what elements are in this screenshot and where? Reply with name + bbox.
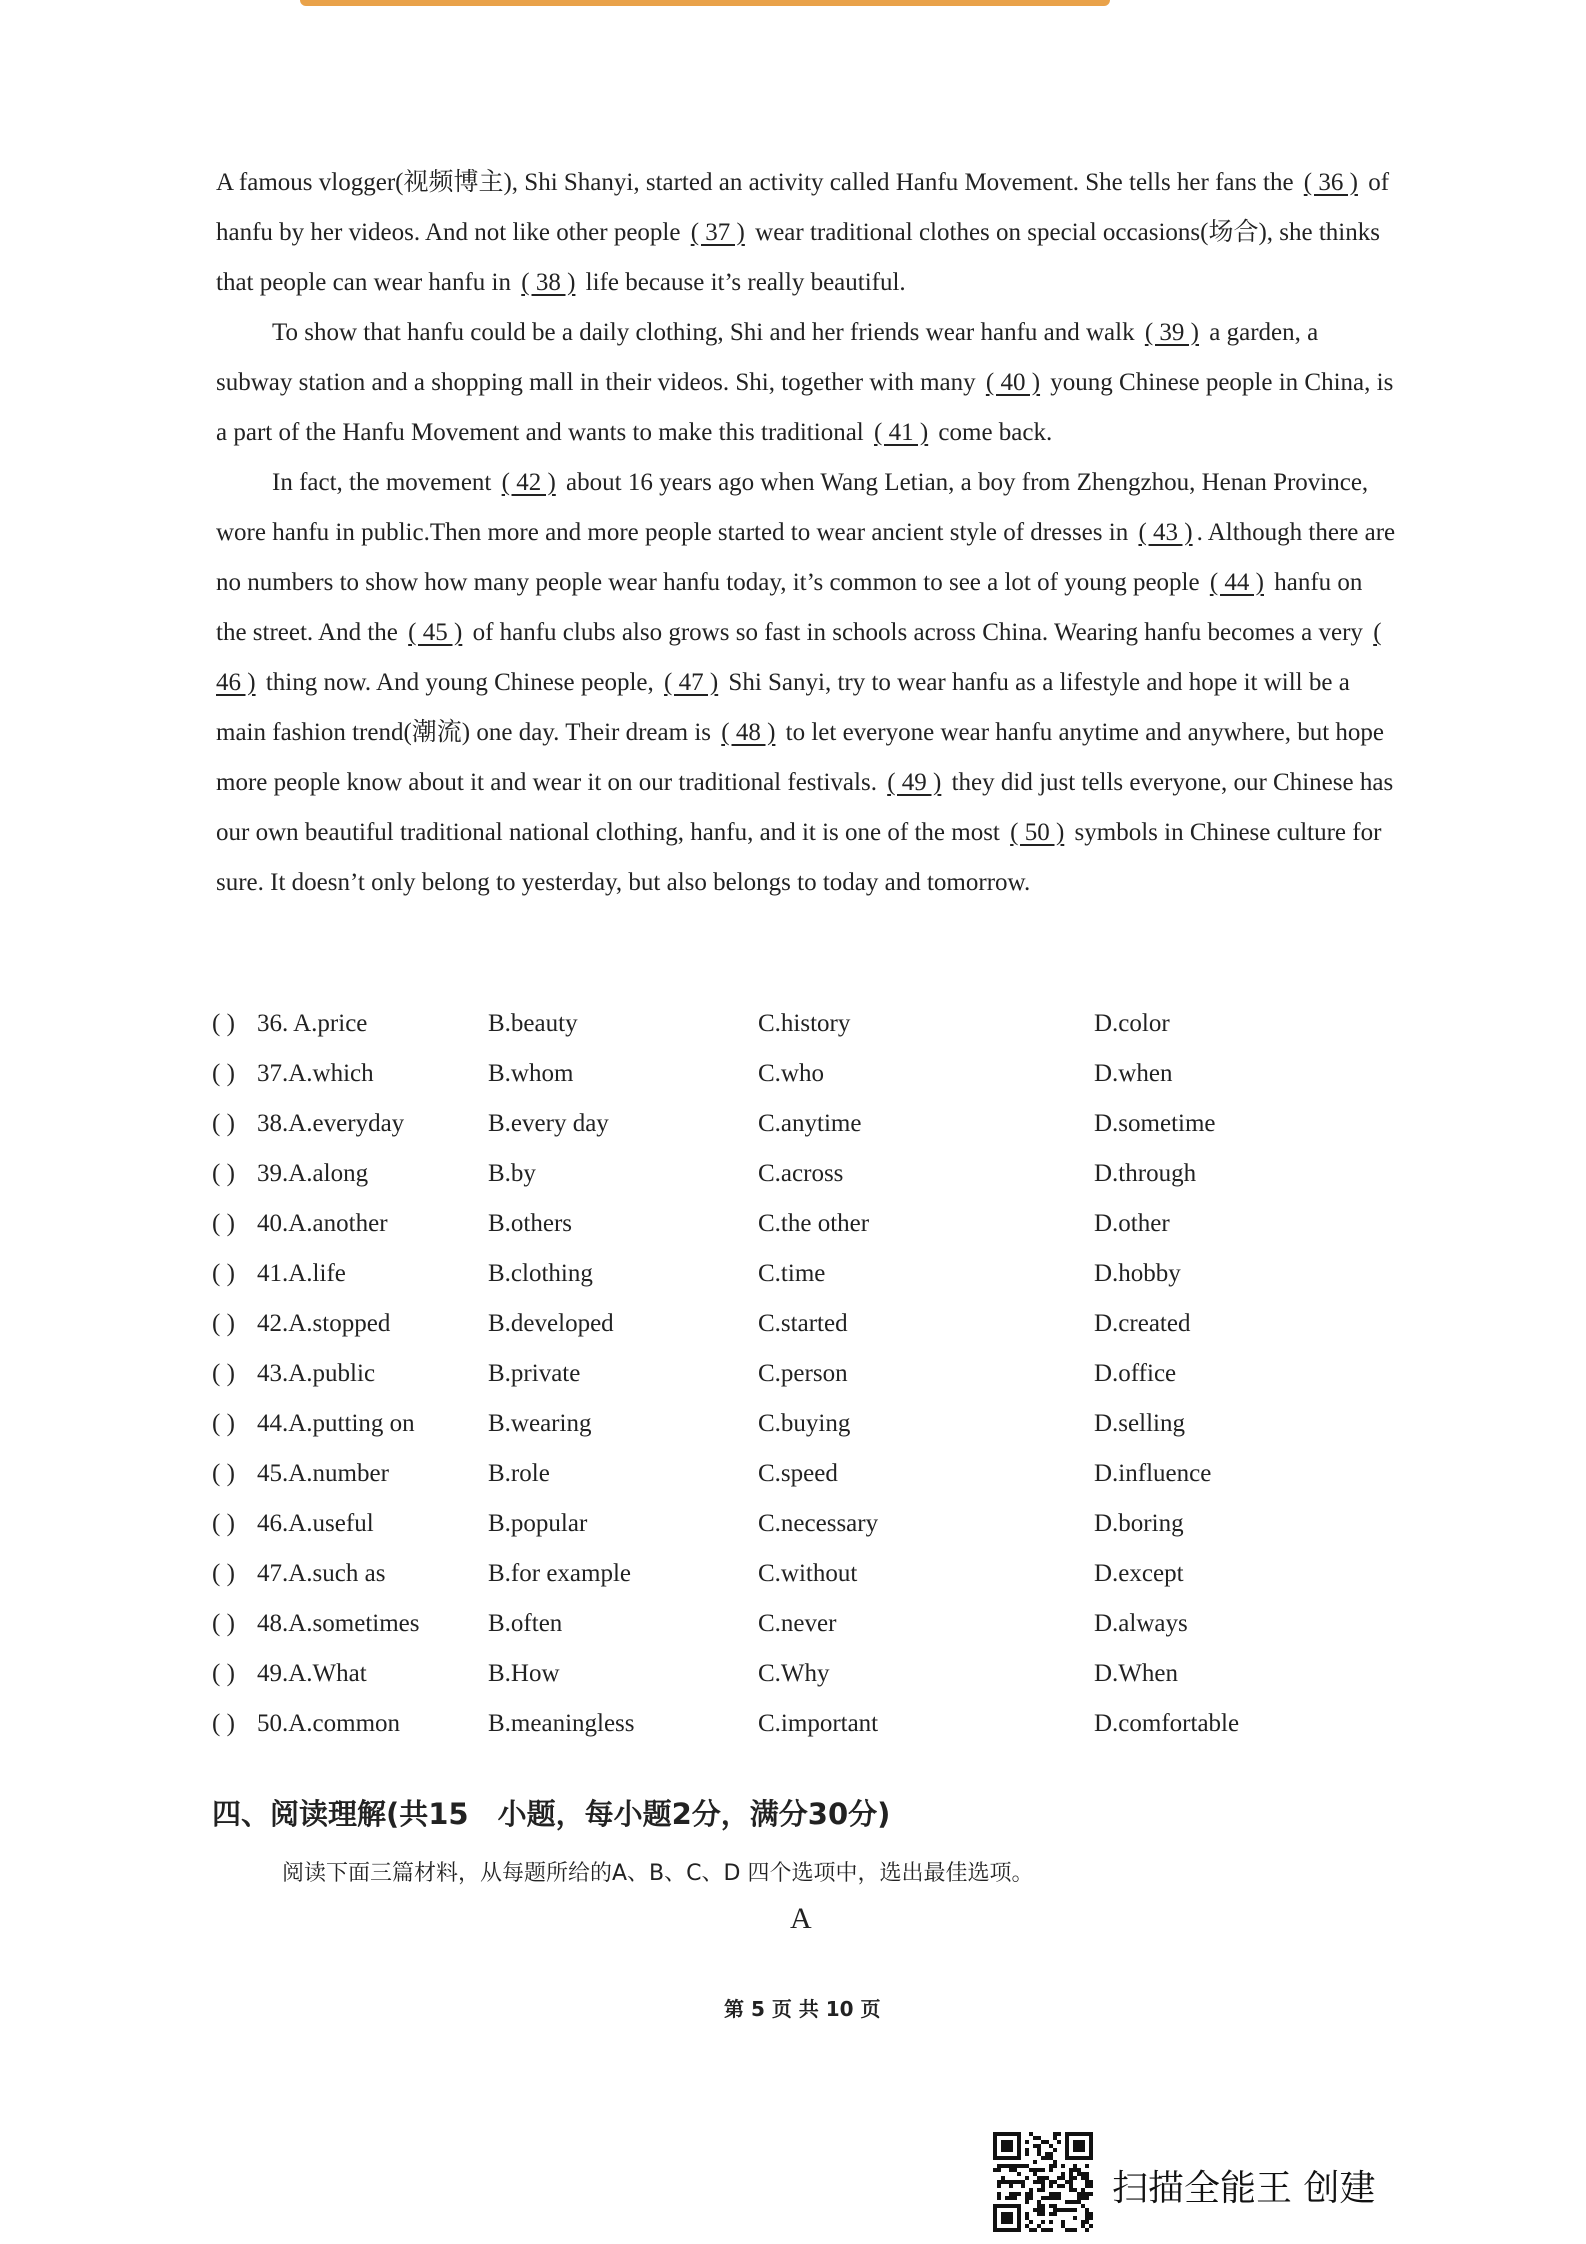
option-d: D.when [1094, 1060, 1173, 1087]
option-b: B.clothing [488, 1260, 593, 1287]
answer-paren: ( ) [212, 1310, 235, 1337]
option-b: B.meaningless [488, 1710, 635, 1737]
blank-marker: ( 49 ) [887, 769, 942, 796]
passage-text: they did just tells everyone, our Chinese has our own beautiful traditional national clothing, hanfu, and it is one of the most [216, 769, 1394, 846]
option-d: D.office [1094, 1360, 1177, 1387]
passage-text: about 16 years ago when Wang Letian, a boy from Zhengzhou, Henan Province, wore hanfu in public.Then more and more people started to wear ancient style of dresses in [216, 469, 1369, 546]
option-row [212, 1460, 1362, 1510]
option-row [212, 1110, 1362, 1160]
answer-paren: ( ) [212, 1710, 235, 1737]
section-title: 四、阅读理解(共15 小题，每小题2分，满分30分) [212, 1797, 891, 1831]
option-a: 36. A.price [257, 1010, 368, 1037]
answer-paren: ( ) [212, 1410, 235, 1437]
passage-text: hanfu on the street. And the [216, 569, 1363, 646]
option-row [212, 1160, 1362, 1210]
blank-marker: ( 45 ) [408, 619, 463, 646]
option-c: C.across [758, 1160, 844, 1187]
answer-paren: ( ) [212, 1060, 235, 1087]
blank-marker: ( 39 ) [1144, 319, 1200, 346]
cloze-passage [216, 158, 1396, 908]
option-row [212, 1510, 1362, 1560]
option-c: C.never [758, 1610, 837, 1637]
passage-text: young Chinese people in China, is a part of the Hanfu Movement and wants to make this traditional [216, 369, 1394, 446]
answer-paren: ( ) [212, 1110, 235, 1137]
option-a: 45.A.number [257, 1460, 389, 1487]
top-decorative-bar [300, 0, 1110, 6]
answer-paren: ( ) [212, 1210, 235, 1237]
section-instruction: 阅读下面三篇材料，从每题所给的A、B、C、D 四个选项中，选出最佳选项。 [282, 1861, 1034, 1886]
option-b: B.often [488, 1610, 563, 1637]
blank-marker: ( 38 ) [521, 269, 576, 296]
passage-text: thing now. And young Chinese people, [259, 669, 661, 696]
blank-marker: ( 47 ) [664, 669, 719, 696]
option-c: C.started [758, 1310, 848, 1337]
option-a: 43.A.public [257, 1360, 376, 1387]
option-d: D.boring [1094, 1510, 1184, 1537]
blank-marker: ( 48 ) [721, 719, 776, 746]
blank-marker: ( 36 ) [1303, 169, 1358, 196]
option-a: 50.A.common [257, 1710, 401, 1737]
answer-paren: ( ) [212, 1510, 235, 1537]
passage-text: To show that hanfu could be a daily clothing, Shi and her friends wear hanfu and walk [272, 319, 1141, 346]
answer-paren: ( ) [212, 1260, 235, 1287]
option-row [212, 1610, 1362, 1660]
passage-text: A famous vlogger(视频博主), Shi Shanyi, started an activity called Hanfu Movement. She tells her fans the [216, 169, 1300, 196]
blank-marker: ( 43 ) [1138, 519, 1193, 546]
blank-marker: ( 41 ) [874, 419, 929, 446]
option-b: B.others [488, 1210, 573, 1237]
passage-paragraph [216, 158, 1396, 308]
page-number: 第 5 页 共 10 页 [724, 1997, 881, 2021]
answer-paren: ( ) [212, 1360, 235, 1387]
passage-text: of hanfu clubs also grows so fast in schools across China. Wearing hanfu becomes a very [466, 619, 1370, 646]
option-row [212, 1710, 1362, 1760]
option-a: 49.A.What [257, 1660, 367, 1687]
passage-text: come back. [932, 419, 1053, 446]
answer-paren: ( ) [212, 1660, 235, 1687]
option-c: C.anytime [758, 1110, 862, 1137]
qr-code-icon [993, 2132, 1093, 2232]
answer-paren: ( ) [212, 1610, 235, 1637]
option-b: B.whom [488, 1060, 574, 1087]
answer-paren: ( ) [212, 1460, 235, 1487]
option-b: B.popular [488, 1510, 588, 1537]
passage-text: symbols in Chinese culture for sure. It doesn’t only belong to yesterday, but also belongs to today and tomorrow. [216, 819, 1382, 896]
option-d: D.When [1094, 1660, 1178, 1687]
option-a: 40.A.another [257, 1210, 388, 1237]
option-d: D.selling [1094, 1410, 1185, 1437]
blank-marker: ( 44 ) [1209, 569, 1264, 596]
passage-paragraph [216, 458, 1396, 908]
option-a: 48.A.sometimes [257, 1610, 420, 1637]
option-c: C.person [758, 1360, 848, 1387]
option-c: C.who [758, 1060, 824, 1087]
option-d: D.other [1094, 1210, 1170, 1237]
option-d: D.created [1094, 1310, 1191, 1337]
option-d: D.influence [1094, 1460, 1212, 1487]
option-row [212, 1410, 1362, 1460]
option-b: B.every day [488, 1110, 609, 1137]
option-row [212, 1260, 1362, 1310]
option-row [212, 1360, 1362, 1410]
option-c: C.necessary [758, 1510, 879, 1537]
option-a: 42.A.stopped [257, 1310, 391, 1337]
option-a: 39.A.along [257, 1160, 369, 1187]
option-d: D.through [1094, 1160, 1197, 1187]
option-row [212, 1210, 1362, 1260]
options-list [212, 1010, 1362, 1760]
option-b: B.role [488, 1460, 550, 1487]
passage-text: In fact, the movement [272, 469, 498, 496]
option-b: B.wearing [488, 1410, 592, 1437]
option-c: C.without [758, 1560, 858, 1587]
blank-marker: ( 40 ) [985, 369, 1041, 396]
option-a: 44.A.putting on [257, 1410, 415, 1437]
option-b: B.by [488, 1160, 536, 1187]
option-b: B.How [488, 1660, 560, 1687]
option-a: 41.A.life [257, 1260, 346, 1287]
option-c: C.important [758, 1710, 879, 1737]
option-d: D.except [1094, 1560, 1184, 1587]
option-c: C.the other [758, 1210, 870, 1237]
blank-marker: ( 50 ) [1010, 819, 1065, 846]
blank-marker: ( 37 ) [690, 219, 745, 246]
option-c: C.history [758, 1010, 851, 1037]
option-a: 47.A.such as [257, 1560, 386, 1587]
option-row [212, 1560, 1362, 1610]
scanner-watermark: 扫描全能王 创建 [1112, 2168, 1376, 2209]
option-a: 37.A.which [257, 1060, 374, 1087]
option-c: C.Why [758, 1660, 830, 1687]
passage-text: life because it’s really beautiful. [579, 269, 906, 296]
passage-text: to let everyone wear hanfu anytime and anywhere, but hope more people know about it and wear it on our traditional festivals. [216, 719, 1385, 796]
option-a: 46.A.useful [257, 1510, 374, 1537]
passage-text: wear traditional clothes on special occasions(场合), she thinks that people can wear hanfu in [216, 219, 1380, 296]
answer-paren: ( ) [212, 1010, 235, 1037]
option-b: B.beauty [488, 1010, 578, 1037]
option-c: C.speed [758, 1460, 838, 1487]
option-b: B.developed [488, 1310, 614, 1337]
blank-marker: ( 46 ) [216, 619, 1382, 696]
passage-text: . Although there are no numbers to show how many people wear hanfu today, it’s common to see a lot of young people [216, 519, 1396, 596]
option-row [212, 1310, 1362, 1360]
option-b: B.for example [488, 1560, 632, 1587]
option-row [212, 1660, 1362, 1710]
option-row [212, 1010, 1362, 1060]
option-d: D.hobby [1094, 1260, 1181, 1287]
part-letter: A [790, 1902, 812, 1935]
option-row [212, 1060, 1362, 1110]
option-d: D.comfortable [1094, 1710, 1240, 1737]
option-d: D.always [1094, 1610, 1188, 1637]
passage-text: a garden, a subway station and a shopping mall in their videos. Shi, together with many [216, 319, 1319, 396]
option-a: 38.A.everyday [257, 1110, 405, 1137]
option-c: C.time [758, 1260, 826, 1287]
passage-text: Shi Sanyi, try to wear hanfu as a lifestyle and hope it will be a main fashion trend(潮流) one day. Their dream is [216, 669, 1350, 746]
answer-paren: ( ) [212, 1160, 235, 1187]
option-d: D.color [1094, 1010, 1170, 1037]
answer-paren: ( ) [212, 1560, 235, 1587]
passage-paragraph [216, 308, 1396, 458]
option-d: D.sometime [1094, 1110, 1216, 1137]
option-b: B.private [488, 1360, 581, 1387]
option-c: C.buying [758, 1410, 851, 1437]
passage-text: of hanfu by her videos. And not like other people [216, 169, 1390, 246]
blank-marker: ( 42 ) [501, 469, 556, 496]
